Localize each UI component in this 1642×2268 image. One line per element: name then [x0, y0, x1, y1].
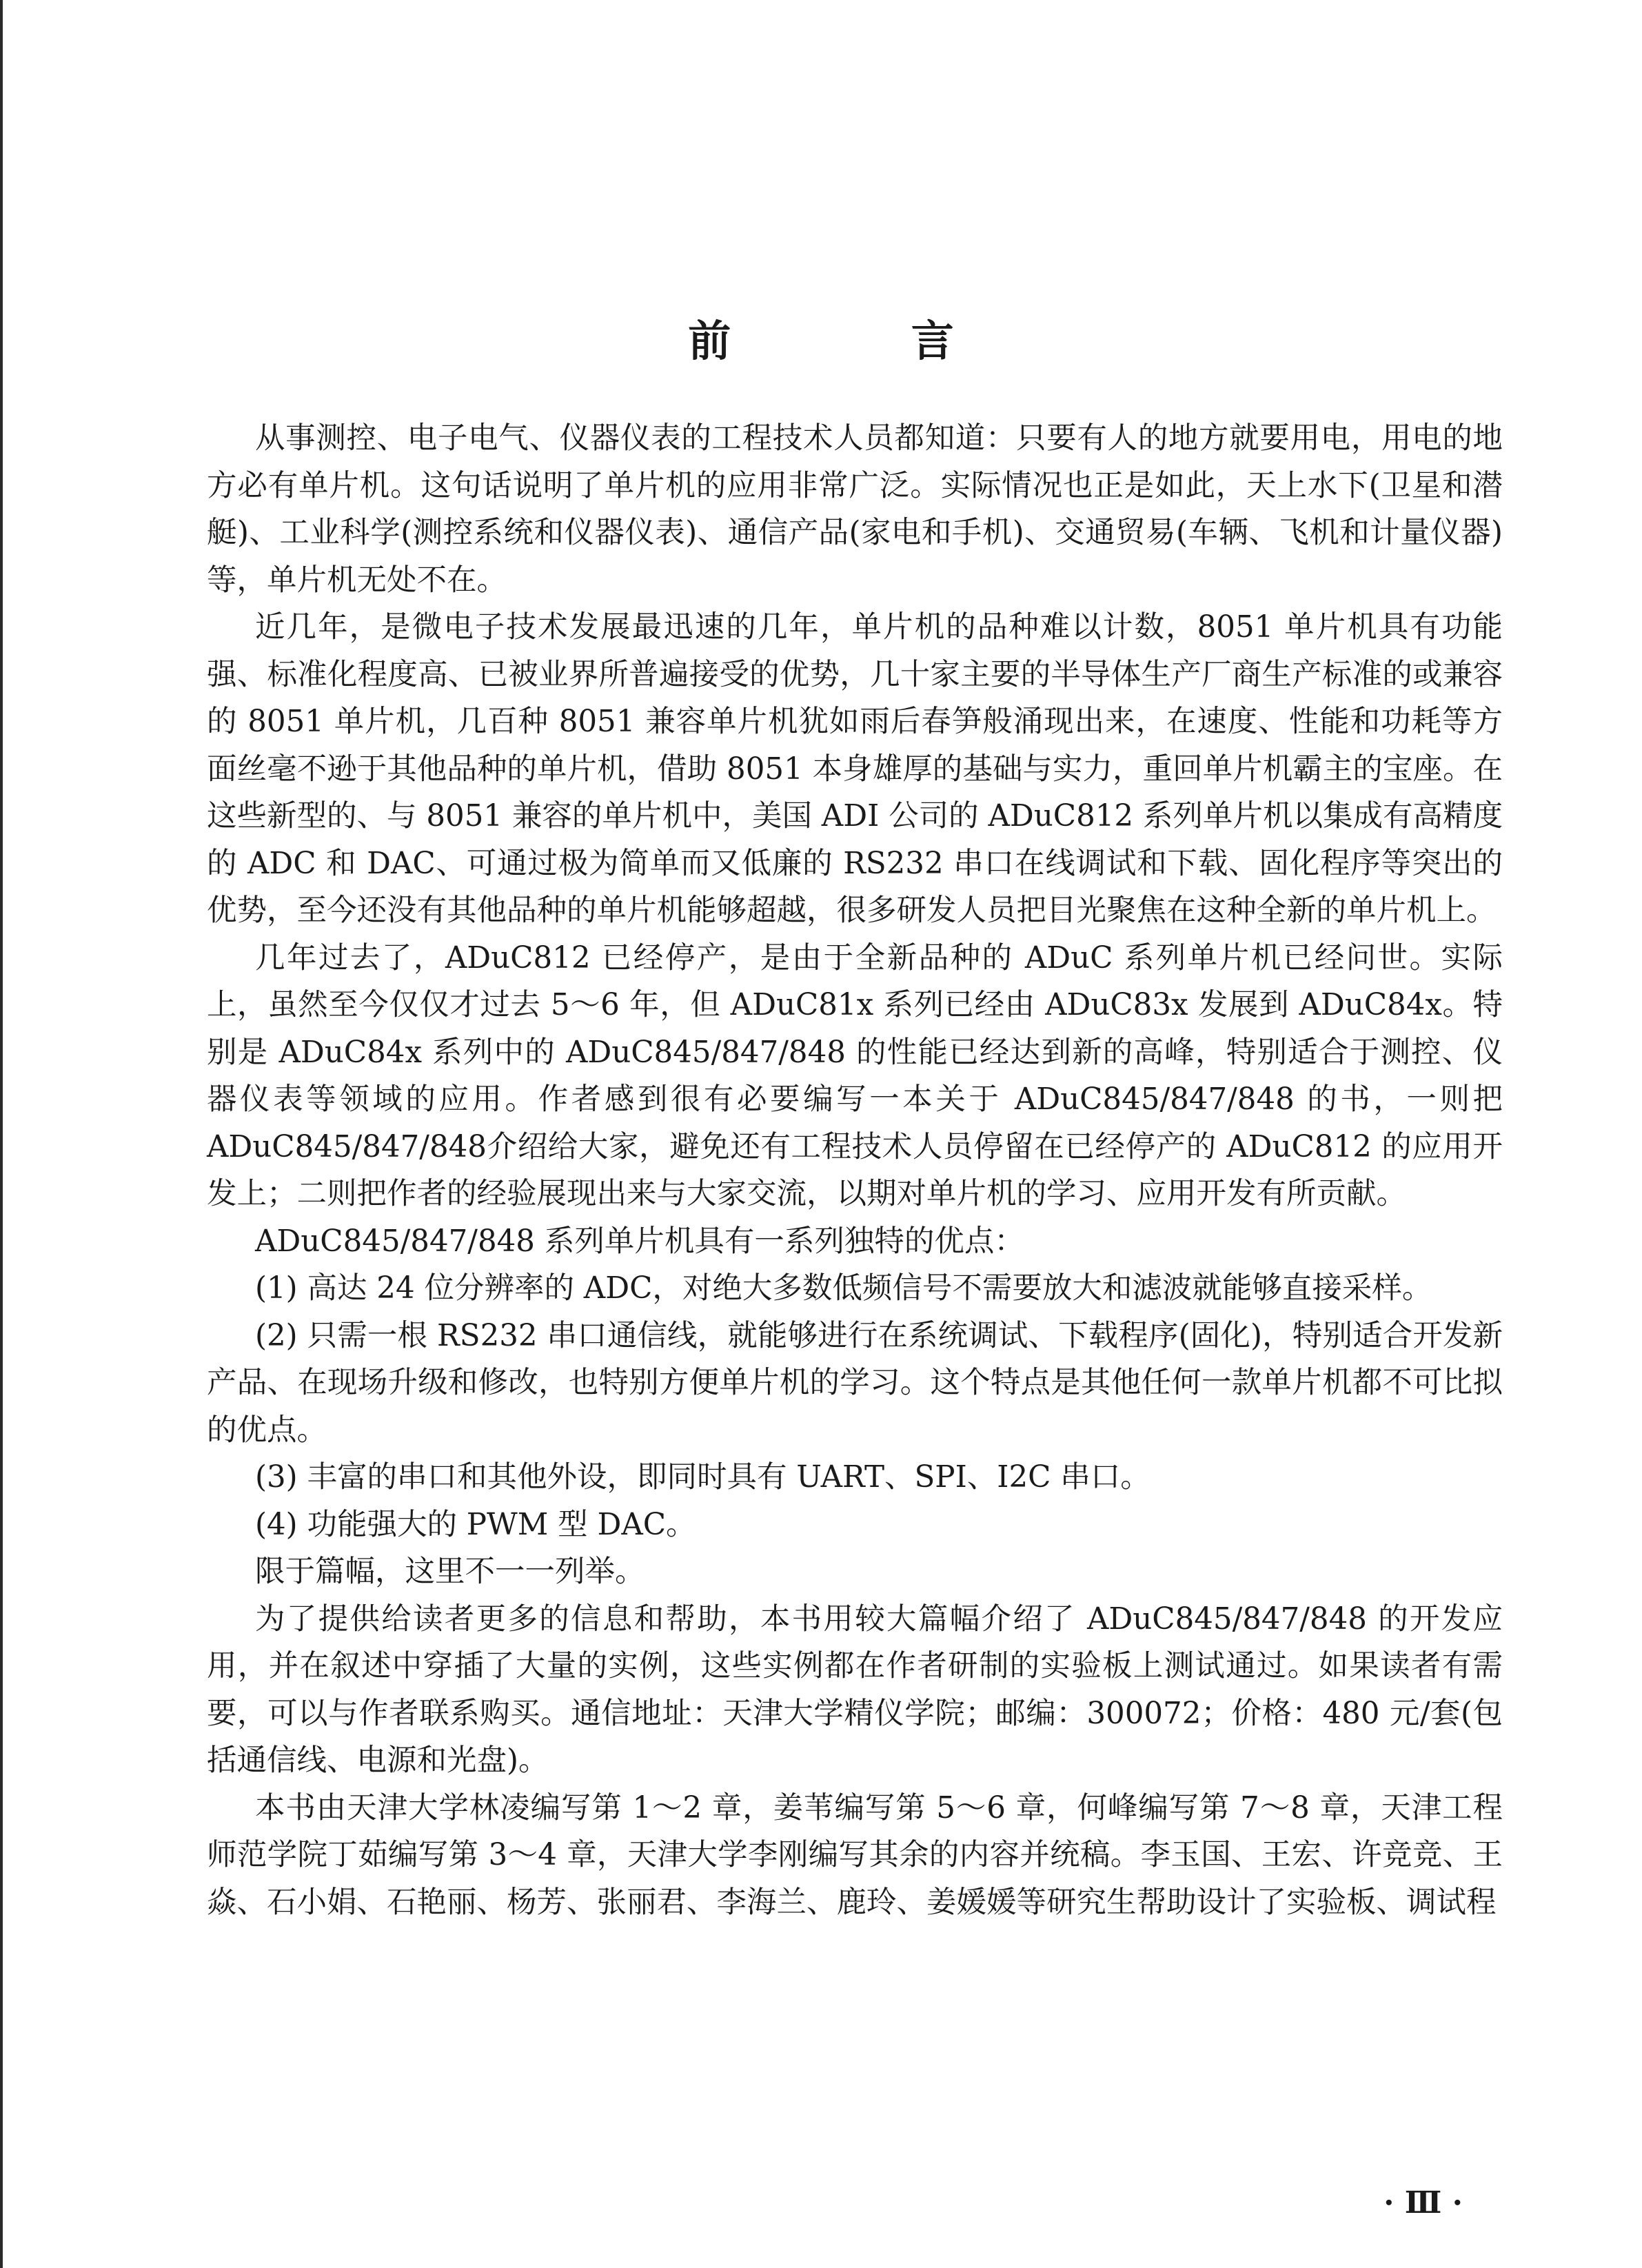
list-item-4: (4) 功能强大的 PWM 型 DAC。 — [255, 1507, 696, 1542]
list-item-1: (1) 高达 24 位分辨率的 ADC，对绝大多数低频信号不需要放大和滤波就能够直接采样。 — [255, 1271, 1432, 1306]
list-item-3: (3) 丰富的串口和其他外设，即同时具有 UART、SPI、I2C 串口。 — [255, 1460, 1151, 1495]
paragraph-1: 从事测控、电子电气、仪器仪表的工程技术人员都知道：只要有人的地方就要用电，用电的地方必有单片机。这句话说明了单片机的应用非常广泛。实际情况也正是如此，天上水下(卫星和潜艇)、工业科学(测控系统和仪器仪表)、通信产品(家电和手机)、交通贸易(车辆、飞机和计量仪器)等，单片机无处不在。 — [207, 421, 1503, 598]
list-item-2: (2) 只需一根 RS232 串口通信线，就能够进行在系统调试、下载程序(固化)，特别适合开发新产品、在现场升级和修改，也特别方便单片机的学习。这个特点是其他任何一款单片机都不可比拟的优点。 — [207, 1318, 1503, 1448]
paragraph-6: 为了提供给读者更多的信息和帮助，本书用较大篇幅介绍了 ADuC845/847/848 的开发应用，并在叙述中穿插了大量的实例，这些实例都在作者研制的实验板上测试通过。如果读者有需要，可以与作者联系购买。通信地址：天津大学精仪学院；邮编：300072；价格：480 元/套(包括通信线、电源和光盘)。 — [207, 1601, 1503, 1778]
paragraph-5: 限于篇幅，这里不一一列举。 — [255, 1555, 645, 1589]
page-title: 前 言 — [688, 316, 1037, 366]
page-number: · Ⅲ · — [1383, 2185, 1463, 2220]
paragraph-3: 几年过去了，ADuC812 已经停产，是由于全新品种的 ADuC 系列单片机已经问世。实际上，虽然至今仅仅才过去 5～6 年，但 ADuC81x 系列已经由 ADuC83x 发展到 ADuC84x。特别是 ADuC84x 系列中的 ADuC845/847/848 的性能已经达到新的高峰，特别适合于测控、仪器仪表等领域的应用。作者感到很有必要编写一本关于 ADuC845/847/848 的书，一则把 ADuC845/847/848介绍给大家，避免还有工程技术人员停留在已经停产的 ADuC812 的应用开发上；二则把作者的经验展现出来与大家交流，以期对单片机的学习、应用开发有所贡献。 — [207, 940, 1503, 1211]
preface-body — [207, 415, 1503, 1926]
paragraph-2: 近几年，是微电子技术发展最迅速的几年，单片机的品种难以计数，8051 单片机具有功能强、标准化程度高、已被业界所普遍接受的优势，几十家主要的半导体生产厂商生产标准的或兼容的 8051 单片机，几百种 8051 兼容单片机犹如雨后春笋般涌现出来，在速度、性能和功耗等方面丝毫不逊于其他品种的单片机，借助 8051 本身雄厚的基础与实力，重回单片机霸主的宝座。在这些新型的、与 8051 兼容的单片机中，美国 ADI 公司的 ADuC812 系列单片机以集成有高精度的 ADC 和 DAC、可通过极为简单而又低廉的 RS232 串口在线调试和下载、固化程序等突出的优势，至今还没有其他品种的单片机能够超越，很多研发人员把目光聚焦在这种全新的单片机上。 — [207, 610, 1503, 928]
paragraph-7: 本书由天津大学林凌编写第 1～2 章，姜苇编写第 5～6 章，何峰编写第 7～8 章，天津工程师范学院丁茹编写第 3～4 章，天津大学李刚编写其余的内容并统稿。李玉国、王宏、许竞竞、王焱、石小娟、石艳丽、杨芳、张丽君、李海兰、鹿玲、姜媛媛等研究生帮助设计了实验板、调试程 — [207, 1790, 1503, 1920]
paragraph-4: ADuC845/847/848 系列单片机具有一系列独特的优点： — [255, 1224, 1024, 1259]
